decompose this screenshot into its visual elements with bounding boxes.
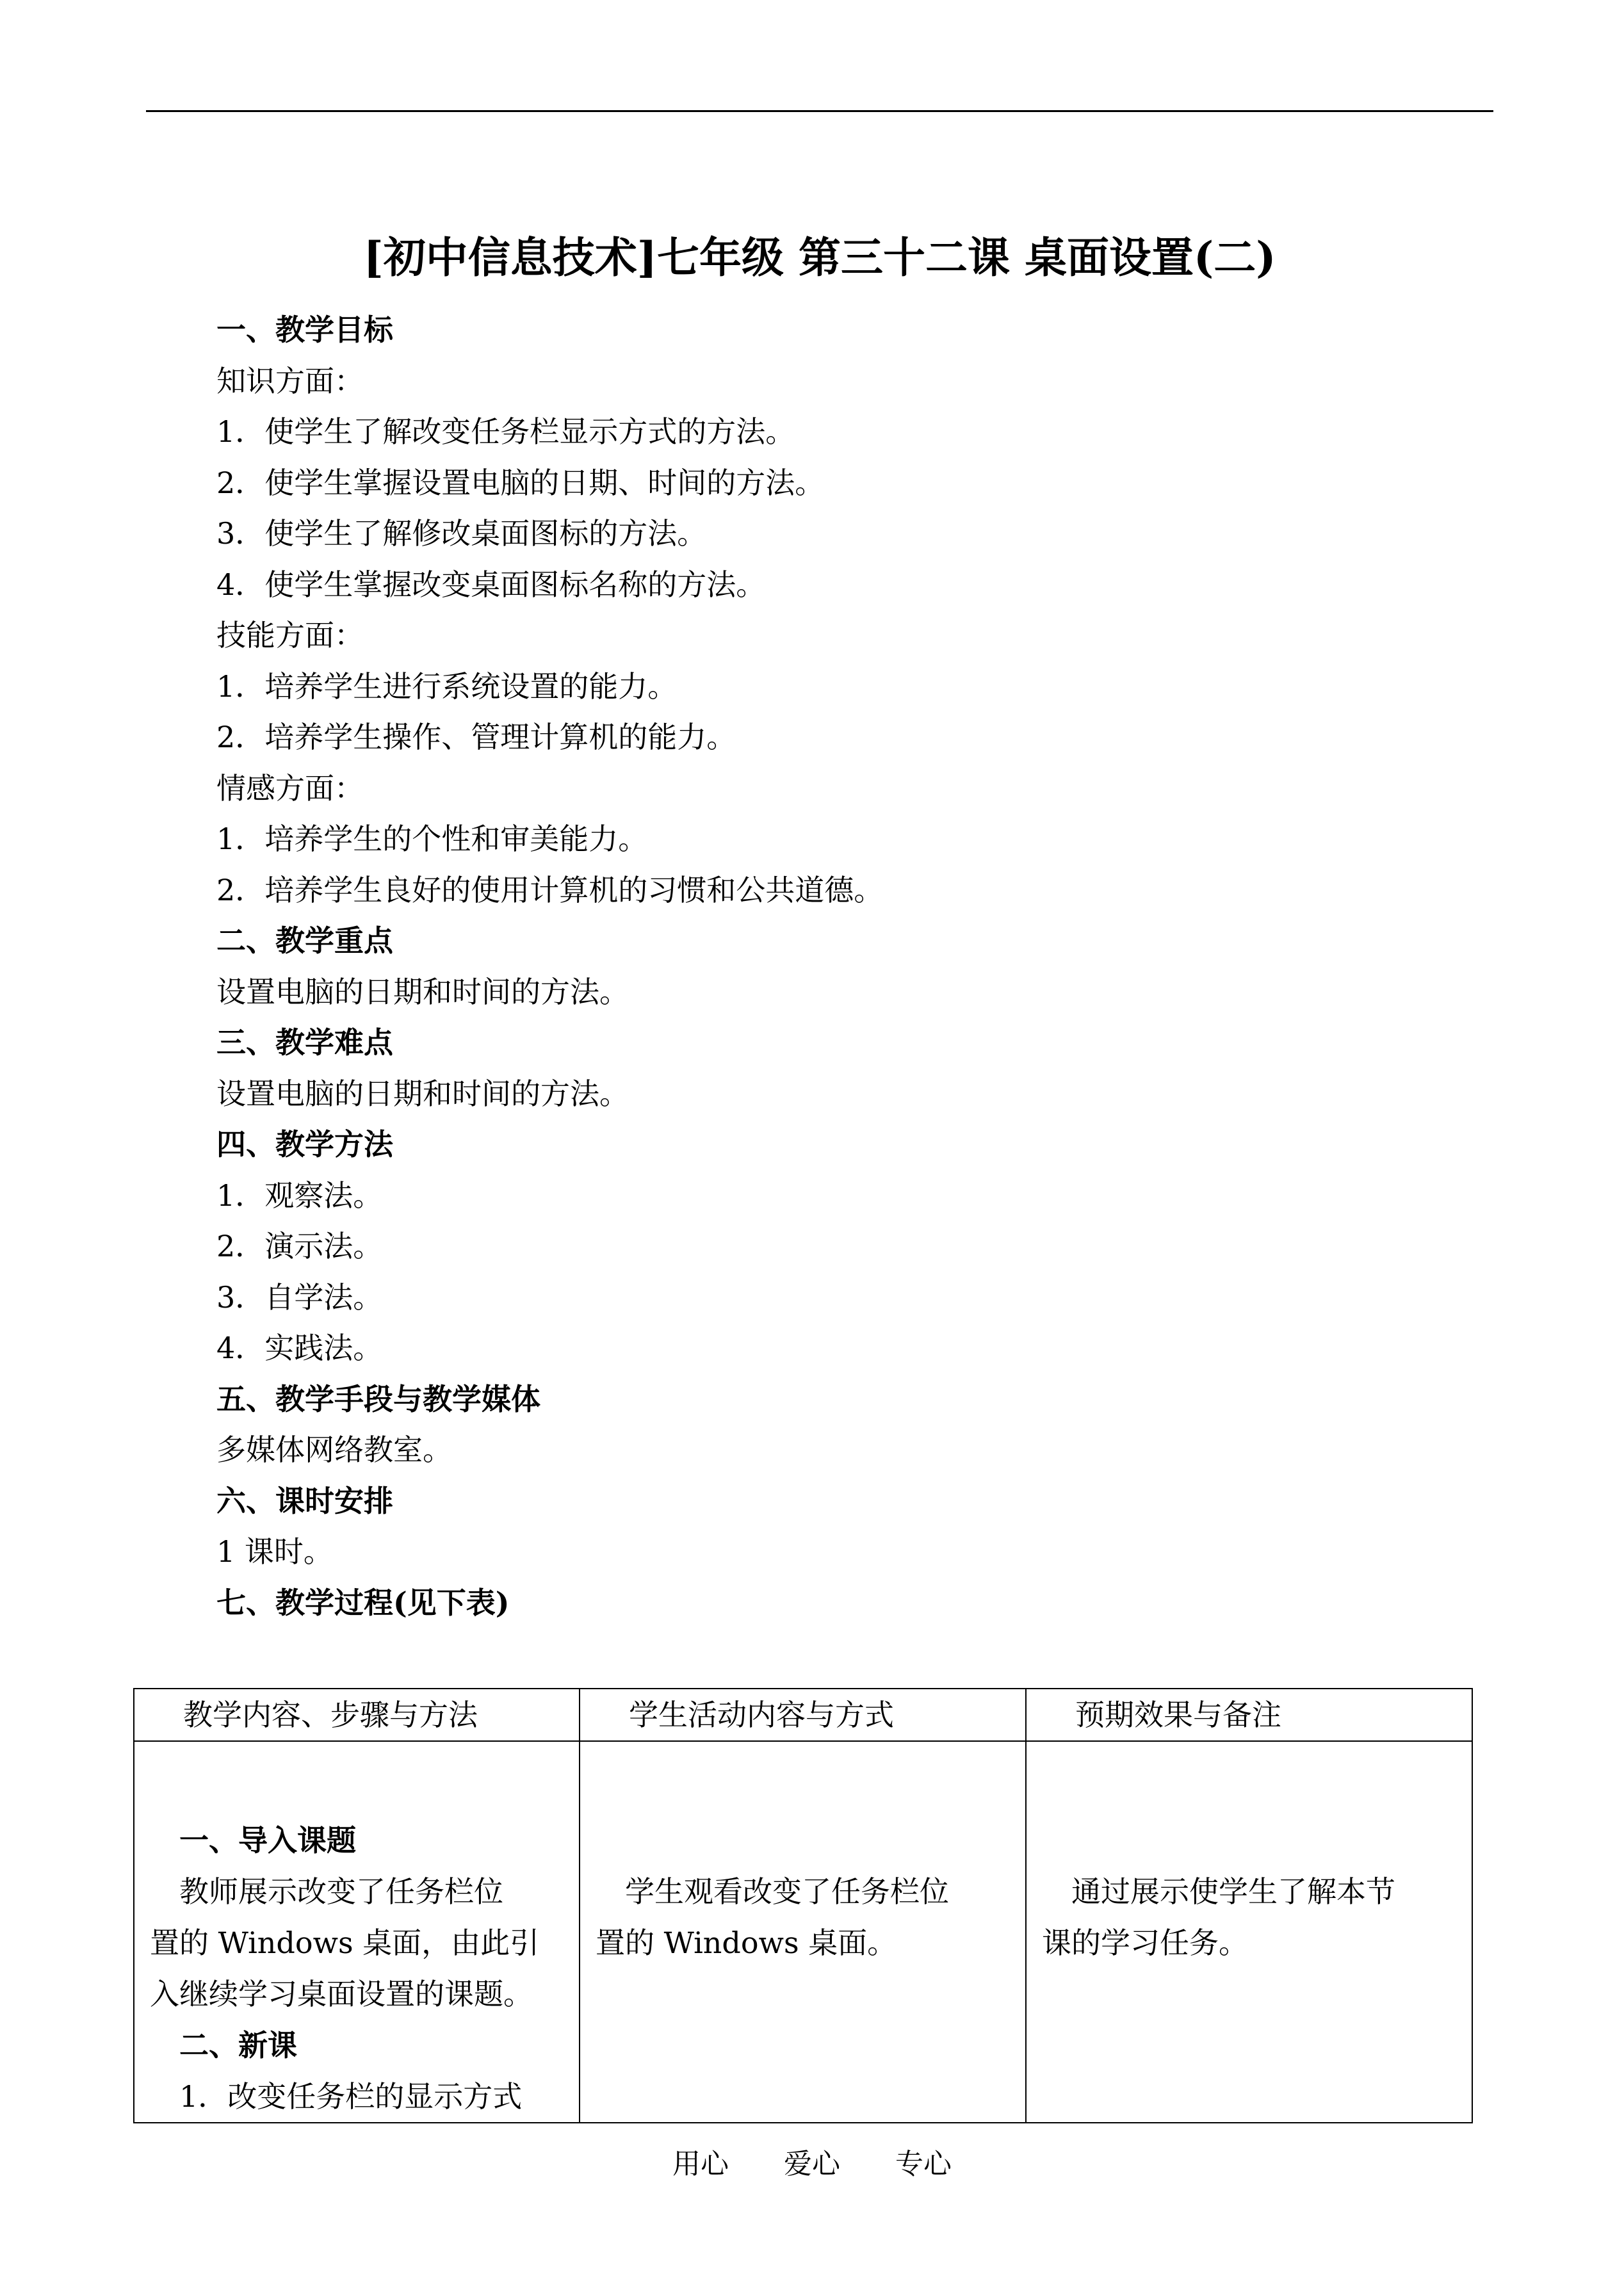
cell-text-line: 学生观看改变了任务栏位 — [625, 1874, 949, 1909]
section-heading: 五、教学手段与教学媒体 — [216, 1381, 540, 1416]
body-text-line: 1．培养学生进行系统设置的能力。 — [216, 669, 678, 704]
footer-word: 爱心 — [784, 2148, 840, 2180]
body-text-line: 2．使学生掌握设置电脑的日期、时间的方法。 — [216, 465, 825, 500]
body-text-line: 1．培养学生的个性和审美能力。 — [216, 822, 648, 856]
body-text-line: 4．实践法。 — [216, 1331, 383, 1365]
lesson-plan-body — [216, 305, 1433, 1628]
cell-text-line: 通过展示使学生了解本节 — [1071, 1874, 1395, 1909]
table-header-cell: 教学内容、步骤与方法 — [134, 1689, 580, 1741]
table-header-cell: 预期效果与备注 — [1026, 1689, 1472, 1741]
body-text-line: 多媒体网络教室。 — [216, 1432, 452, 1467]
footer-word: 专心 — [895, 2148, 952, 2180]
cell-text-line: 一、导入课题 — [179, 1823, 356, 1858]
cell-text-line — [1042, 1764, 1456, 1815]
header-rule — [146, 110, 1493, 112]
body-text-line: 4．使学生掌握改变桌面图标名称的方法。 — [216, 567, 766, 602]
body-text-line: 3．自学法。 — [216, 1279, 383, 1315]
cell-text-line: 置的 Windows 桌面。 — [596, 1926, 897, 1960]
cell-text-line: 置的 Windows 桌面，由此引 — [150, 1926, 540, 1960]
cell-text-line: 教师展示改变了任务栏位 — [179, 1874, 503, 1909]
body-text-line: 情感方面： — [216, 770, 364, 806]
section-heading: 六、课时安排 — [216, 1483, 393, 1518]
cell-text-line: 入继续学习桌面设置的课题。 — [150, 1977, 533, 2011]
table-cell-expected-effect — [1026, 1741, 1472, 2123]
body-text-line: 设置电脑的日期和时间的方法。 — [216, 974, 629, 1009]
body-text-line: 2．演示法。 — [216, 1229, 383, 1263]
cell-text-line: 二、新课 — [179, 2028, 297, 2063]
table-header-cell: 学生活动内容与方式 — [580, 1689, 1026, 1741]
table-header-row — [134, 1689, 1472, 1741]
cell-text-line — [150, 1764, 564, 1815]
table-cell-teaching-content — [134, 1741, 580, 2123]
page-footer — [0, 2139, 1624, 2190]
body-text-line: 1．观察法。 — [216, 1178, 383, 1213]
cell-text-line: 课的学习任务。 — [1042, 1926, 1248, 1960]
section-heading: 二、教学重点 — [216, 923, 393, 958]
cell-text-line — [1042, 1815, 1456, 1866]
cell-text-line — [596, 1764, 1010, 1815]
cell-text-line: 1．改变任务栏的显示方式 — [179, 2079, 523, 2114]
teaching-process-table — [133, 1688, 1473, 2123]
section-heading: 三、教学难点 — [216, 1025, 393, 1060]
body-text-line: 2．培养学生良好的使用计算机的习惯和公共道德。 — [216, 872, 884, 907]
body-text-line: 知识方面： — [216, 363, 364, 398]
section-heading: 四、教学方法 — [216, 1127, 393, 1162]
table-row — [134, 1741, 1472, 2123]
body-text-line: 设置电脑的日期和时间的方法。 — [216, 1076, 629, 1111]
body-text-line: 1 课时。 — [216, 1534, 333, 1569]
footer-word: 用心 — [672, 2148, 729, 2180]
table-cell-student-activity — [580, 1741, 1026, 2123]
section-heading: 一、教学目标 — [216, 312, 393, 347]
document-title: [初中信息技术]七年级 第三十二课 桌面设置(二) — [363, 232, 1276, 282]
body-text-line: 1．使学生了解改变任务栏显示方式的方法。 — [216, 414, 795, 449]
body-text-line: 3．使学生了解修改桌面图标的方法。 — [216, 516, 707, 551]
body-text-line: 技能方面： — [216, 618, 364, 653]
section-heading: 七、教学过程(见下表) — [216, 1585, 510, 1620]
body-text-line: 2．培养学生操作、管理计算机的能力。 — [216, 720, 736, 754]
cell-text-line — [596, 1815, 1010, 1866]
